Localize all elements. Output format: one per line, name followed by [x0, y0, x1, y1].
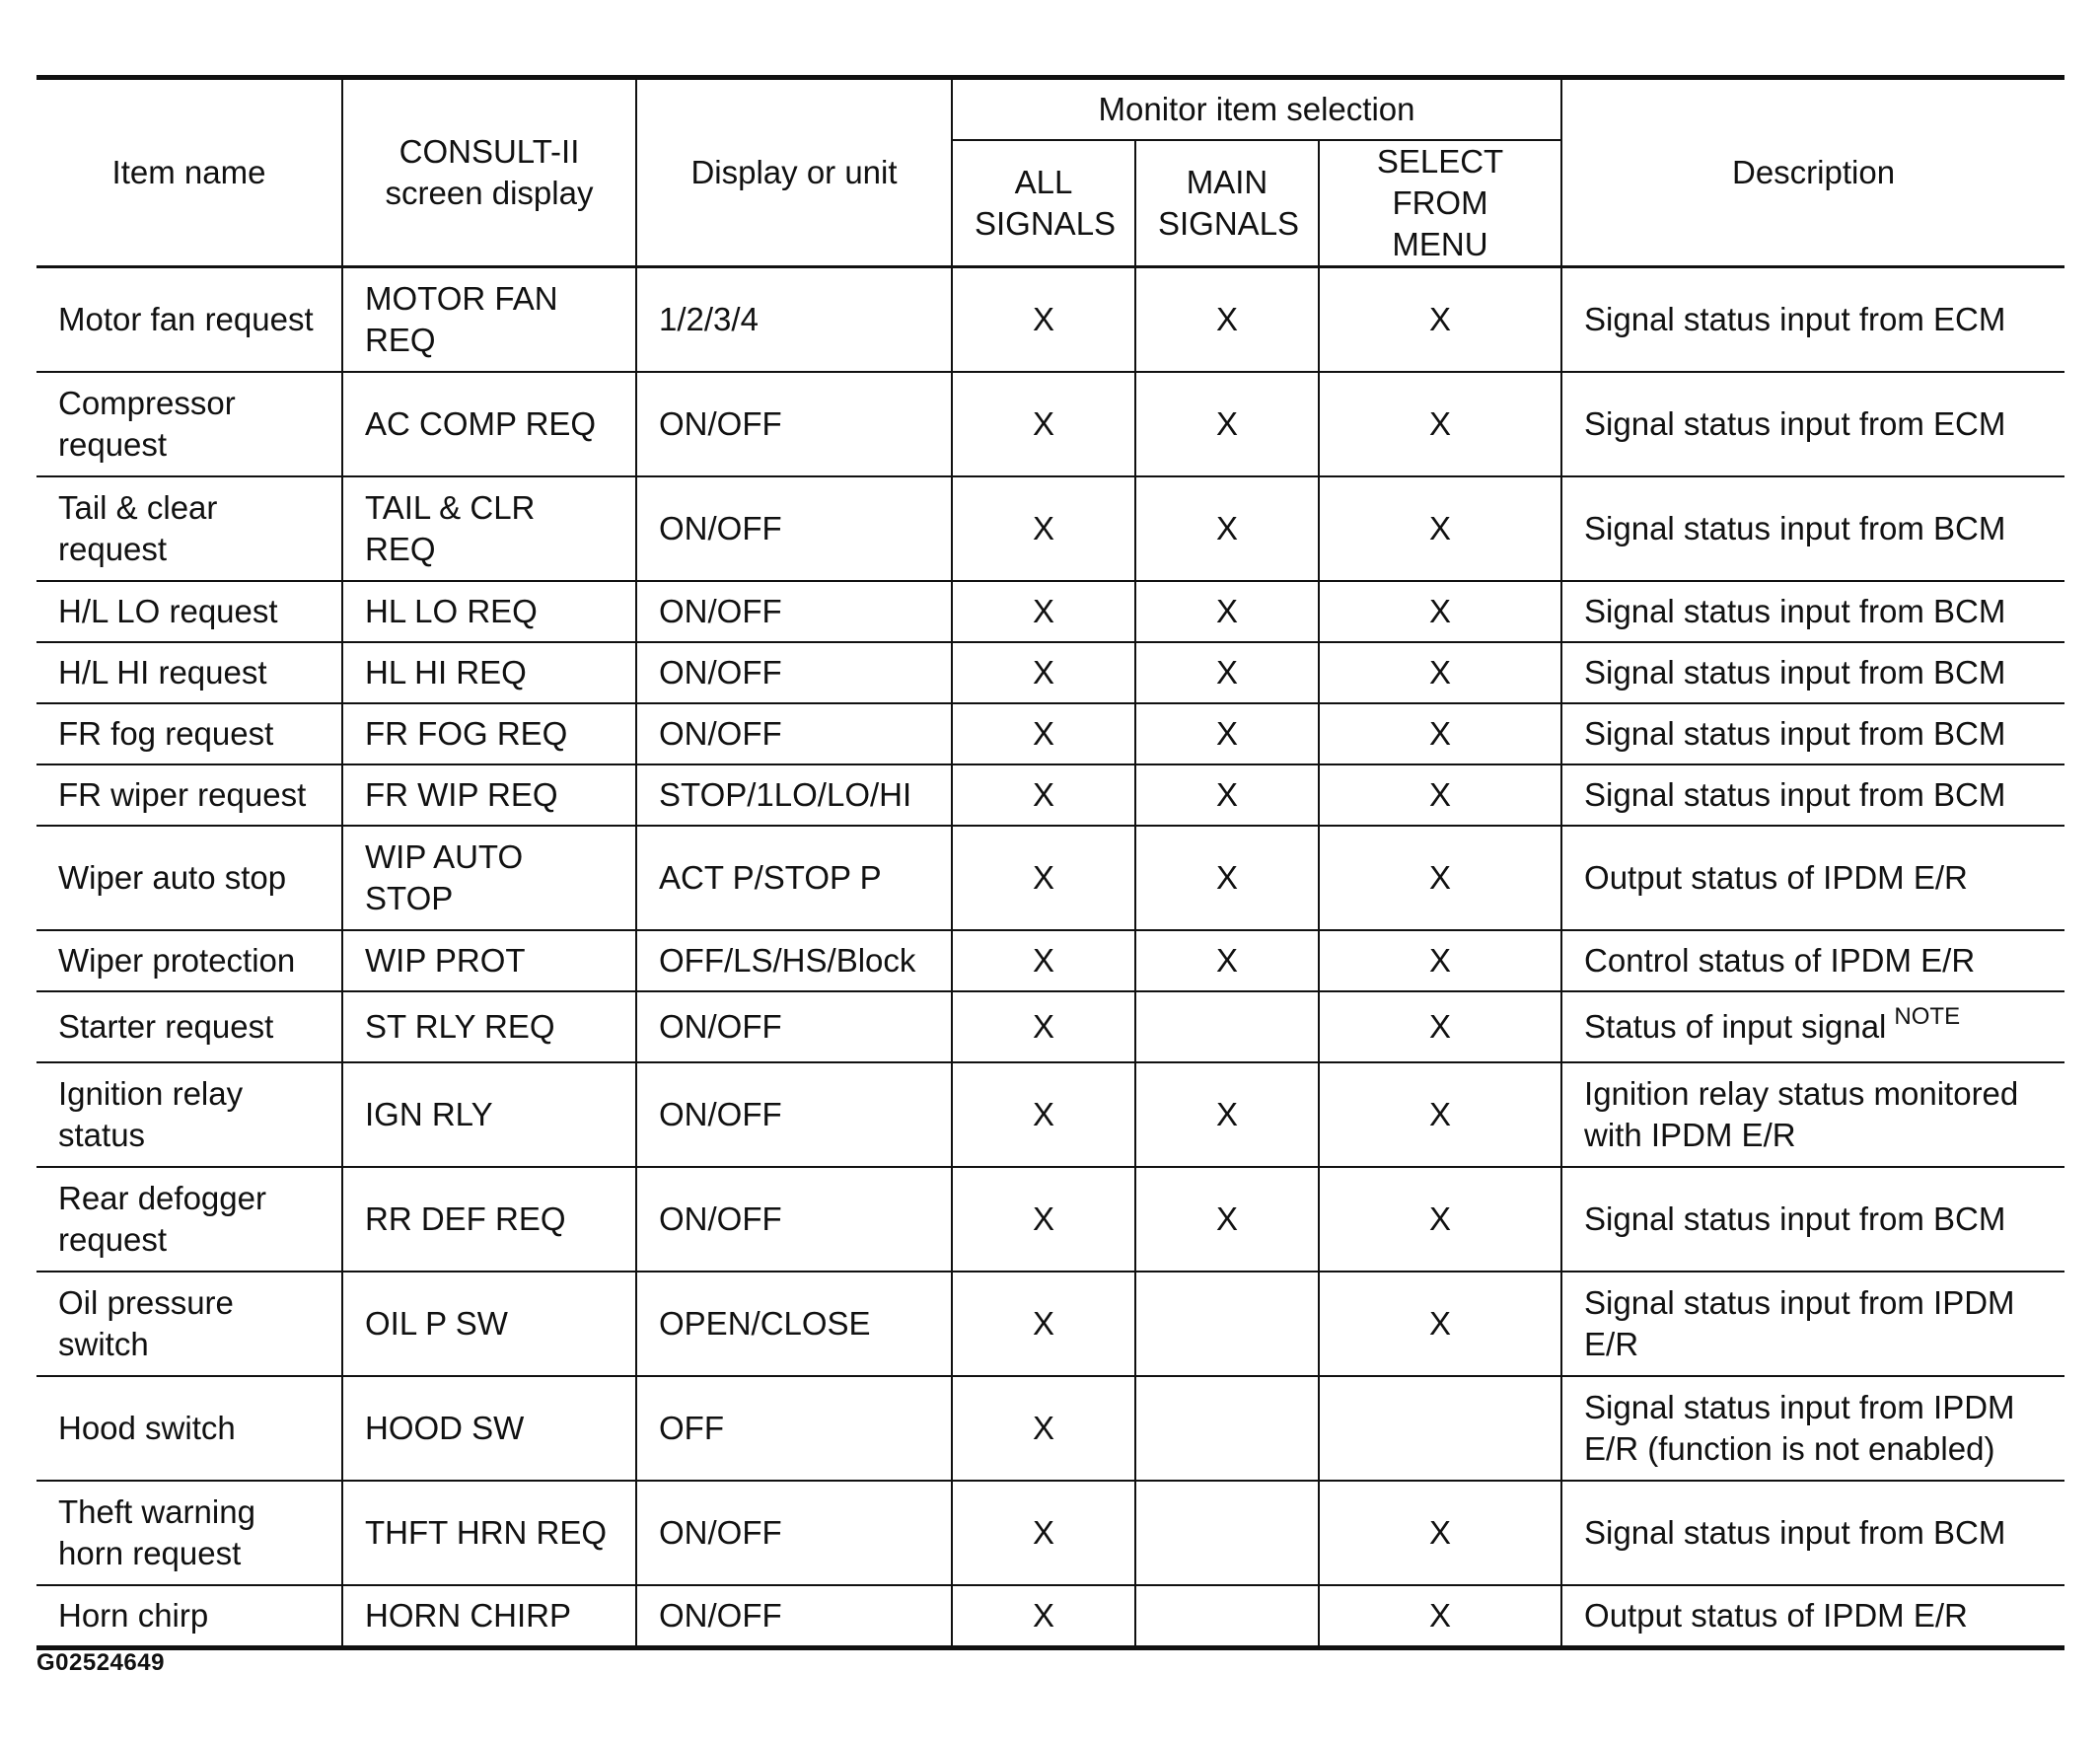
header-display-unit: Display or unit	[636, 78, 952, 267]
all-signals-mark: X	[952, 372, 1135, 476]
description-cell: Signal status input from IPDM E/R	[1561, 1272, 2064, 1376]
select-menu-mark: X	[1319, 826, 1561, 930]
select-menu-mark: X	[1319, 372, 1561, 476]
table-row	[36, 930, 2064, 991]
select-menu-mark: X	[1319, 764, 1561, 826]
main-signals-mark: X	[1135, 372, 1319, 476]
main-signals-mark: X	[1135, 1167, 1319, 1272]
unit-cell: ON/OFF	[636, 642, 952, 703]
header-item-name: Item name	[36, 78, 342, 267]
main-signals-mark	[1135, 1272, 1319, 1376]
unit-cell: ON/OFF	[636, 1481, 952, 1585]
all-signals-mark: X	[952, 1585, 1135, 1648]
unit-cell: ON/OFF	[636, 476, 952, 581]
table-row	[36, 826, 2064, 930]
screen-display-cell: HL HI REQ	[342, 642, 636, 703]
screen-display-cell: WIP PROT	[342, 930, 636, 991]
screen-display-cell: HORN CHIRP	[342, 1585, 636, 1648]
item-name-cell: Starter request	[36, 991, 342, 1062]
item-name-cell: FR fog request	[36, 703, 342, 764]
description-cell: Output status of IPDM E/R	[1561, 826, 2064, 930]
all-signals-mark: X	[952, 642, 1135, 703]
select-menu-mark: X	[1319, 581, 1561, 642]
screen-display-cell: TAIL & CLR REQ	[342, 476, 636, 581]
select-menu-mark: X	[1319, 930, 1561, 991]
description-cell: Signal status input from BCM	[1561, 642, 2064, 703]
item-name-cell: Wiper auto stop	[36, 826, 342, 930]
select-menu-mark: X	[1319, 1062, 1561, 1167]
item-name-cell: Hood switch	[36, 1376, 342, 1481]
table-row	[36, 1585, 2064, 1648]
unit-cell: ACT P/STOP P	[636, 826, 952, 930]
main-signals-mark: X	[1135, 1062, 1319, 1167]
table-header	[36, 78, 2064, 267]
screen-display-cell: WIP AUTO STOP	[342, 826, 636, 930]
all-signals-mark: X	[952, 764, 1135, 826]
note-reference: NOTE	[1894, 1003, 1961, 1030]
description-cell: Output status of IPDM E/R	[1561, 1585, 2064, 1648]
item-name-cell: Motor fan request	[36, 267, 342, 373]
main-signals-mark	[1135, 1376, 1319, 1481]
screen-display-cell: FR WIP REQ	[342, 764, 636, 826]
table-row	[36, 581, 2064, 642]
unit-cell: 1/2/3/4	[636, 267, 952, 373]
description-cell: Signal status input from BCM	[1561, 1167, 2064, 1272]
description-cell: Control status of IPDM E/R	[1561, 930, 2064, 991]
select-menu-mark	[1319, 1376, 1561, 1481]
table-row	[36, 991, 2064, 1062]
all-signals-mark: X	[952, 991, 1135, 1062]
description-cell: Signal status input from BCM	[1561, 476, 2064, 581]
item-name-cell: Compressor request	[36, 372, 342, 476]
main-signals-mark	[1135, 1481, 1319, 1585]
unit-cell: ON/OFF	[636, 581, 952, 642]
screen-display-cell: HOOD SW	[342, 1376, 636, 1481]
description-cell: Signal status input from BCM	[1561, 764, 2064, 826]
all-signals-mark: X	[952, 1376, 1135, 1481]
all-signals-mark: X	[952, 1062, 1135, 1167]
all-signals-mark: X	[952, 826, 1135, 930]
unit-cell: ON/OFF	[636, 1585, 952, 1648]
item-name-cell: H/L HI request	[36, 642, 342, 703]
select-menu-mark: X	[1319, 703, 1561, 764]
header-consult-display: CONSULT-II screen display	[342, 78, 636, 267]
main-signals-mark	[1135, 991, 1319, 1062]
screen-display-cell: AC COMP REQ	[342, 372, 636, 476]
screen-display-cell: ST RLY REQ	[342, 991, 636, 1062]
figure-id: G02524649	[36, 1649, 165, 1676]
unit-cell: STOP/1LO/LO/HI	[636, 764, 952, 826]
screen-display-cell: IGN RLY	[342, 1062, 636, 1167]
select-menu-mark: X	[1319, 476, 1561, 581]
table-row	[36, 267, 2064, 373]
description-cell: Ignition relay status monitored with IPDM E/R	[1561, 1062, 2064, 1167]
select-menu-mark: X	[1319, 1585, 1561, 1648]
header-select-from-menu: SELECT FROM MENU	[1319, 140, 1561, 267]
all-signals-mark: X	[952, 1272, 1135, 1376]
table-row	[36, 1272, 2064, 1376]
item-name-cell: Oil pressure switch	[36, 1272, 342, 1376]
table-row	[36, 1376, 2064, 1481]
table-row	[36, 642, 2064, 703]
screen-display-cell: RR DEF REQ	[342, 1167, 636, 1272]
item-name-cell: FR wiper request	[36, 764, 342, 826]
item-name-cell: Ignition relay status	[36, 1062, 342, 1167]
main-signals-mark: X	[1135, 581, 1319, 642]
main-signals-mark: X	[1135, 267, 1319, 373]
monitor-item-table-sheet	[36, 75, 2064, 1650]
item-name-cell: Horn chirp	[36, 1585, 342, 1648]
description-cell: Signal status input from BCM	[1561, 703, 2064, 764]
table-row	[36, 1481, 2064, 1585]
description-text: Status of input signal	[1584, 1008, 1887, 1045]
select-menu-mark: X	[1319, 642, 1561, 703]
all-signals-mark: X	[952, 581, 1135, 642]
description-cell: Signal status input from IPDM E/R (function is not enabled)	[1561, 1376, 2064, 1481]
unit-cell: OPEN/CLOSE	[636, 1272, 952, 1376]
table-row	[36, 372, 2064, 476]
table-row	[36, 476, 2064, 581]
item-name-cell: Rear defogger request	[36, 1167, 342, 1272]
unit-cell: OFF	[636, 1376, 952, 1481]
description-cell: Signal status input from BCM	[1561, 1481, 2064, 1585]
main-signals-mark: X	[1135, 764, 1319, 826]
header-monitor-selection: Monitor item selection	[952, 78, 1561, 141]
item-name-cell: Tail & clear request	[36, 476, 342, 581]
screen-display-cell: THFT HRN REQ	[342, 1481, 636, 1585]
unit-cell: ON/OFF	[636, 991, 952, 1062]
monitor-item-table	[36, 75, 2064, 1650]
all-signals-mark: X	[952, 1481, 1135, 1585]
main-signals-mark: X	[1135, 930, 1319, 991]
header-description: Description	[1561, 78, 2064, 267]
screen-display-cell: MOTOR FAN REQ	[342, 267, 636, 373]
description-cell: Signal status input from ECM	[1561, 267, 2064, 373]
description-cell	[1561, 991, 2064, 1062]
header-main-signals: MAIN SIGNALS	[1135, 140, 1319, 267]
table-row	[36, 1062, 2064, 1167]
main-signals-mark: X	[1135, 703, 1319, 764]
item-name-cell: Wiper protection	[36, 930, 342, 991]
screen-display-cell: FR FOG REQ	[342, 703, 636, 764]
table-row	[36, 703, 2064, 764]
select-menu-mark: X	[1319, 1481, 1561, 1585]
unit-cell: ON/OFF	[636, 1167, 952, 1272]
description-cell: Signal status input from ECM	[1561, 372, 2064, 476]
select-menu-mark: X	[1319, 1272, 1561, 1376]
item-name-cell: Theft warning horn request	[36, 1481, 342, 1585]
screen-display-cell: OIL P SW	[342, 1272, 636, 1376]
table-row	[36, 764, 2064, 826]
main-signals-mark: X	[1135, 476, 1319, 581]
all-signals-mark: X	[952, 267, 1135, 373]
unit-cell: ON/OFF	[636, 1062, 952, 1167]
all-signals-mark: X	[952, 476, 1135, 581]
select-menu-mark: X	[1319, 1167, 1561, 1272]
screen-display-cell: HL LO REQ	[342, 581, 636, 642]
all-signals-mark: X	[952, 930, 1135, 991]
description-cell: Signal status input from BCM	[1561, 581, 2064, 642]
table-row	[36, 1167, 2064, 1272]
unit-cell: ON/OFF	[636, 703, 952, 764]
main-signals-mark: X	[1135, 826, 1319, 930]
unit-cell: ON/OFF	[636, 372, 952, 476]
main-signals-mark	[1135, 1585, 1319, 1648]
item-name-cell: H/L LO request	[36, 581, 342, 642]
table-body	[36, 267, 2064, 1648]
all-signals-mark: X	[952, 703, 1135, 764]
select-menu-mark: X	[1319, 991, 1561, 1062]
all-signals-mark: X	[952, 1167, 1135, 1272]
main-signals-mark: X	[1135, 642, 1319, 703]
header-all-signals: ALL SIGNALS	[952, 140, 1135, 267]
unit-cell: OFF/LS/HS/Block	[636, 930, 952, 991]
select-menu-mark: X	[1319, 267, 1561, 373]
